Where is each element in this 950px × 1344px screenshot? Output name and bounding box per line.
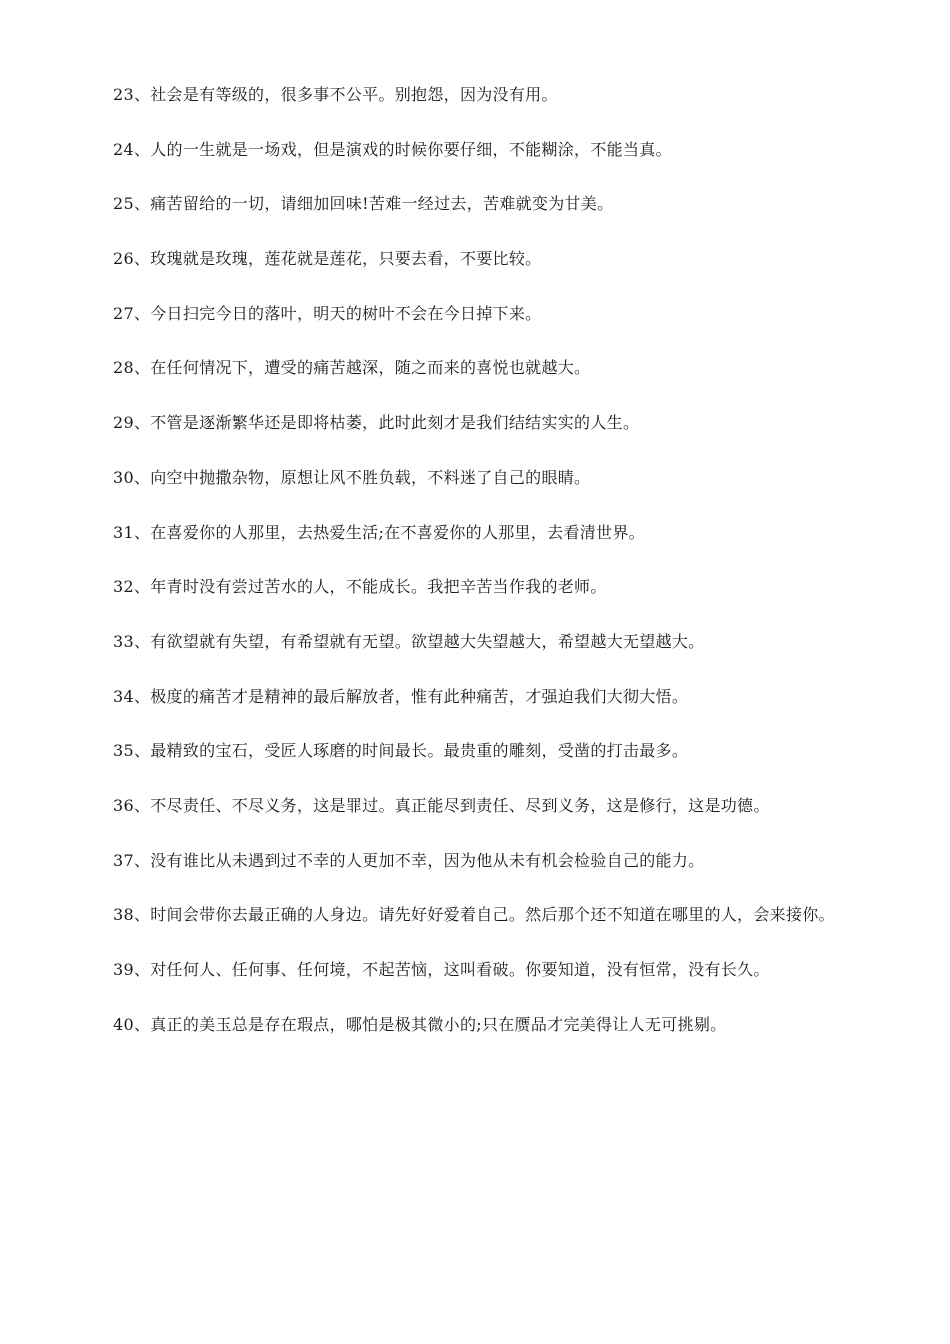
quote-item-39: 39、对任何人、任何事、任何境，不起苦恼，这叫看破。你要知道，没有恒常，没有长久。: [113, 960, 770, 979]
quote-item-38: 38、时间会带你去最正确的人身边。请先好好爱着自己。然后那个还不知道在哪里的人，会来接你。: [113, 905, 835, 925]
quote-item-37: 37、没有谁比从未遇到过不幸的人更加不幸，因为他从未有机会检验自己的能力。: [113, 850, 705, 870]
quote-item-31: 31、在喜爱你的人那里，去热爱生活;在不喜爱你的人那里，去看清世界。: [113, 522, 645, 542]
quote-item-35: 35、最精致的宝石，受匠人琢磨的时间最长。最贵重的雕刻，受凿的打击最多。: [113, 741, 689, 761]
quote-item-26: 26、玫瑰就是玫瑰，莲花就是莲花，只要去看，不要比较。: [113, 249, 542, 269]
quote-item-23: 23、社会是有等级的，很多事不公平。别抱怨，因为没有用。: [113, 85, 558, 104]
quote-item-34: 34、极度的痛苦才是精神的最后解放者，惟有此种痛苦，才强迫我们大彻大悟。: [113, 686, 689, 706]
quote-item-27: 27、今日扫完今日的落叶，明天的树叶不会在今日掉下来。: [113, 303, 542, 323]
quote-item-33: 33、有欲望就有失望，有希望就有无望。欲望越大失望越大，希望越大无望越大。: [113, 631, 705, 651]
quote-item-25: 25、痛苦留给的一切，请细加回味!苦难一经过去，苦难就变为甘美。: [113, 194, 614, 214]
quote-item-30: 30、向空中抛撒杂物，原想让风不胜负载，不料迷了自己的眼睛。: [113, 467, 591, 487]
quote-item-28: 28、在任何情况下，遭受的痛苦越深，随之而来的喜悦也就越大。: [113, 358, 591, 378]
quote-item-29: 29、不管是逐渐繁华还是即将枯萎，此时此刻才是我们结结实实的人生。: [113, 413, 640, 433]
quote-item-36: 36、不尽责任、不尽义务，这是罪过。真正能尽到责任、尽到义务，这是修行，这是功德。: [113, 795, 770, 815]
quote-item-32: 32、年青时没有尝过苦水的人，不能成长。我把辛苦当作我的老师。: [113, 577, 607, 597]
quote-item-24: 24、人的一生就是一场戏，但是演戏的时候你要仔细，不能糊涂，不能当真。: [113, 139, 672, 159]
quote-item-40: 40、真正的美玉总是存在瑕点，哪怕是极其微小的;只在赝品才完美得让人无可挑剔。: [113, 1014, 727, 1034]
quote-list: [80, 78, 870, 1062]
